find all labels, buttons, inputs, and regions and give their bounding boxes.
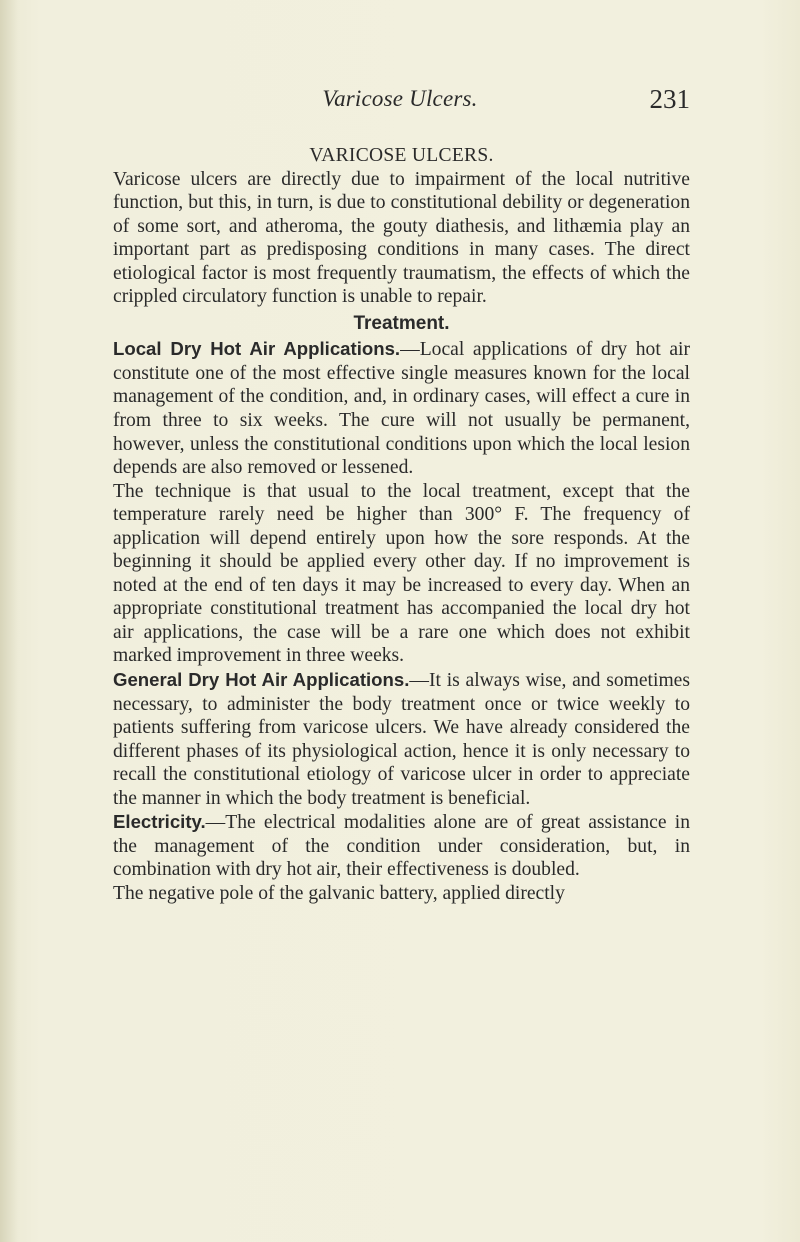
general-applications-paragraph — [113, 668, 690, 810]
electricity-paragraph — [113, 810, 690, 882]
page-number: 231 — [649, 84, 690, 114]
chapter-title: VARICOSE ULCERS. — [309, 145, 494, 166]
local-applications-paragraph — [113, 337, 690, 479]
general-applications-heading: General Dry Hot Air Applications. — [113, 669, 410, 691]
electricity-text: —The electrical modalities alone are of great assistance in the management of the condition under consideration, but, in combination with dry hot air, their effectiveness is doubled. — [113, 812, 690, 881]
local-applications-text: —Local applications of dry hot air constitute one of the most effective single measures known for the local management of the condition, and, in ordinary cases, will effect a cure in from three to six weeks. The cure will not usually be permanent, however, unless the constitutional conditions upon which the local lesion depends are also removed or lessened. — [113, 339, 690, 479]
technique-paragraph: The technique is that usual to the local treatment, except that the temperature rarely need be higher than 300° F. The frequency of application will depend entirely upon how the sore responds. At the beginning it should be applied every other day. If no improvement is noted at the end of ten days it may be increased to every day. When an appropriate constitutional treatment has accompanied the local dry hot air applications, the case will be a rare one which does not exhibit marked improvement in three weeks. — [113, 480, 690, 667]
running-title: Varicose Ulcers. — [322, 86, 478, 111]
galvanic-paragraph: The negative pole of the galvanic battery, applied directly — [113, 882, 565, 904]
page-gutter-shadow — [0, 0, 18, 1242]
local-applications-heading: Local Dry Hot Air Applications. — [113, 338, 401, 360]
general-applications-text: —It is always wise, and sometimes necessary, to administer the body treatment once or twice weekly to patients suffering from varicose ulcers. We have already considered the different phases of its physiological action, hence it is only necessary to recall the constitutional etiology of varicose ulcer in order to appreciate the manner in which the body treatment is beneficial. — [113, 670, 691, 809]
intro-paragraph: Varicose ulcers are directly due to impairment of the local nutritive function, but this, in turn, is due to constitutional debility or degeneration of some sort, and atheroma, the gouty diathesis, and lithæmia play an important part as predisposing conditions in many cases. The direct etiological factor is most frequently traumatism, the effects of which the crippled circulatory function is unable to repair. — [113, 168, 690, 308]
running-header — [0, 78, 800, 118]
page-body — [113, 144, 690, 906]
electricity-heading: Electricity. — [113, 811, 206, 833]
section-heading-treatment: Treatment. — [353, 312, 450, 334]
